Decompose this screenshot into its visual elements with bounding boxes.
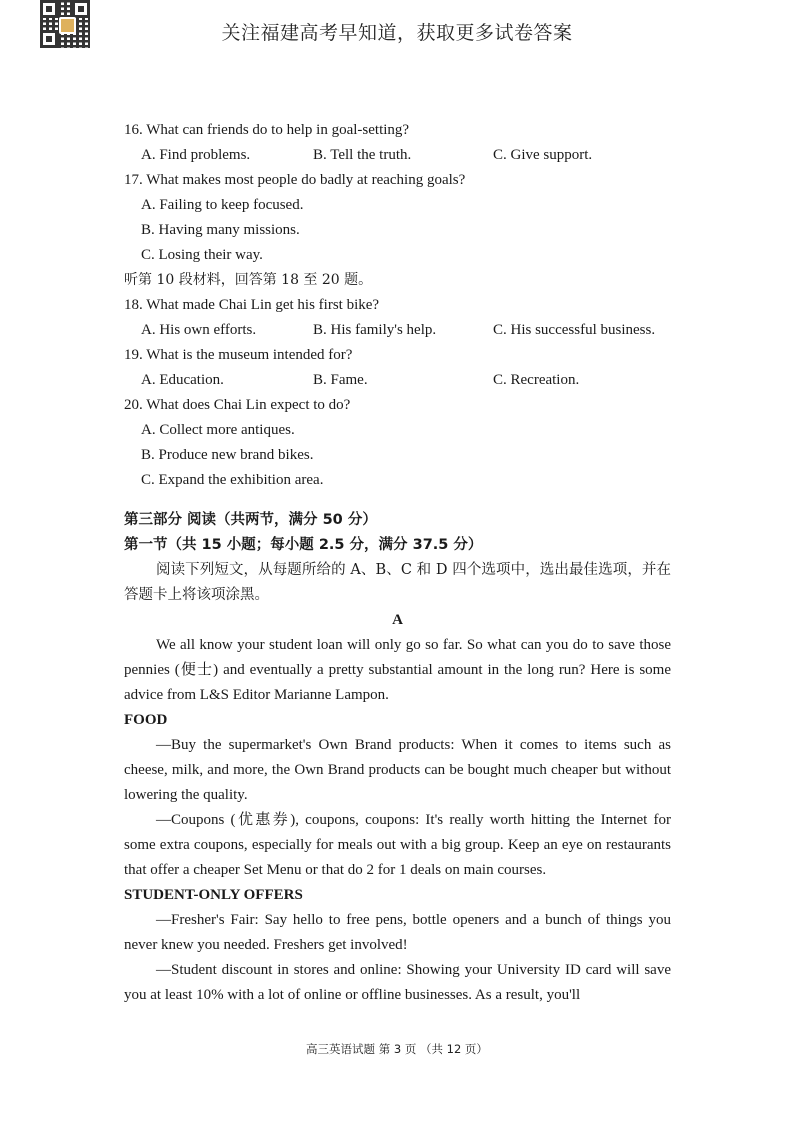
passage-letter: A	[392, 612, 403, 628]
question-17: 17. What makes most people do badly at reaching goals?	[124, 172, 466, 188]
question-20: 20. What does Chai Lin expect to do?	[124, 397, 351, 413]
offers-tip-2: —Student discount in stores and online: Showing your University ID card will save you at least 10% with a lot of online or offline businesses. As a result, you'll	[124, 962, 671, 1003]
option-c: C. His successful business.	[493, 322, 656, 338]
question-16: 16. What can friends do to help in goal-setting?	[124, 122, 410, 138]
option-a: A. Collect more antiques.	[141, 422, 295, 438]
qr-finder	[72, 0, 90, 18]
option-a: A. His own efforts.	[141, 322, 257, 338]
option-c: C. Expand the exhibition area.	[141, 472, 324, 488]
part3-title: 第三部分 阅读（共两节，满分 50 分）	[124, 512, 377, 528]
option-b: B. Tell the truth.	[313, 147, 412, 163]
option-b: B. His family's help.	[313, 322, 437, 338]
options-18	[124, 318, 671, 343]
options-16	[124, 143, 671, 168]
options-19	[124, 368, 671, 393]
food-tip-2: —Coupons (优惠券), coupons, coupons: It's really worth hitting the Internet for some extra coupons, especially for meals out with a big group. Keep an eye on restaurants that offer a cheaper Set Menu or that do 2 for 1 deals on main courses.	[124, 812, 671, 878]
food-heading: FOOD	[124, 712, 168, 728]
option-b: B. Produce new brand bikes.	[141, 447, 314, 463]
option-a: A. Education.	[141, 372, 224, 388]
page-footer: 高三英语试题 第 3 页 （共 12 页）	[306, 1042, 488, 1056]
section-note: 听第 10 段材料，回答第 18 至 20 题。	[124, 272, 373, 288]
passage-intro: We all know your student loan will only go so far. So what can you do to save those pennies (便士) and eventually a pretty substantial amount in the long run? Here is some advice from L&S Editor Marianne Lampon.	[124, 637, 671, 703]
spacer	[124, 493, 671, 508]
instruction: 阅读下列短文，从每题所给的 A、B、C 和 D 四个选项中，选出最佳选项，并在答题卡上将该项涂黑。	[124, 562, 671, 603]
option-c: C. Give support.	[493, 147, 593, 163]
qr-finder	[40, 0, 58, 18]
option-c: C. Recreation.	[493, 372, 580, 388]
page-content	[124, 118, 671, 1008]
offers-heading: STUDENT-ONLY OFFERS	[124, 887, 303, 903]
section1-title: 第一节（共 15 小题；每小题 2.5 分，满分 37.5 分）	[124, 537, 483, 553]
question-18: 18. What made Chai Lin get his first bike?	[124, 297, 380, 313]
offers-tip-1: —Fresher's Fair: Say hello to free pens, bottle openers and a bunch of things you never knew you needed. Freshers get involved!	[124, 912, 671, 953]
option-a: A. Failing to keep focused.	[141, 197, 304, 213]
question-19: 19. What is the museum intended for?	[124, 347, 353, 363]
food-tip-1: —Buy the supermarket's Own Brand products: When it comes to items such as cheese, milk, and more, the Own Brand products can be bought much cheaper but without lowering the quality.	[124, 737, 671, 803]
option-b: B. Fame.	[313, 372, 368, 388]
promo-banner: 关注福建高考早知道，获取更多试卷答案	[221, 22, 573, 44]
option-b: B. Having many missions.	[141, 222, 300, 238]
option-c: C. Losing their way.	[141, 247, 263, 263]
option-a: A. Find problems.	[141, 147, 251, 163]
